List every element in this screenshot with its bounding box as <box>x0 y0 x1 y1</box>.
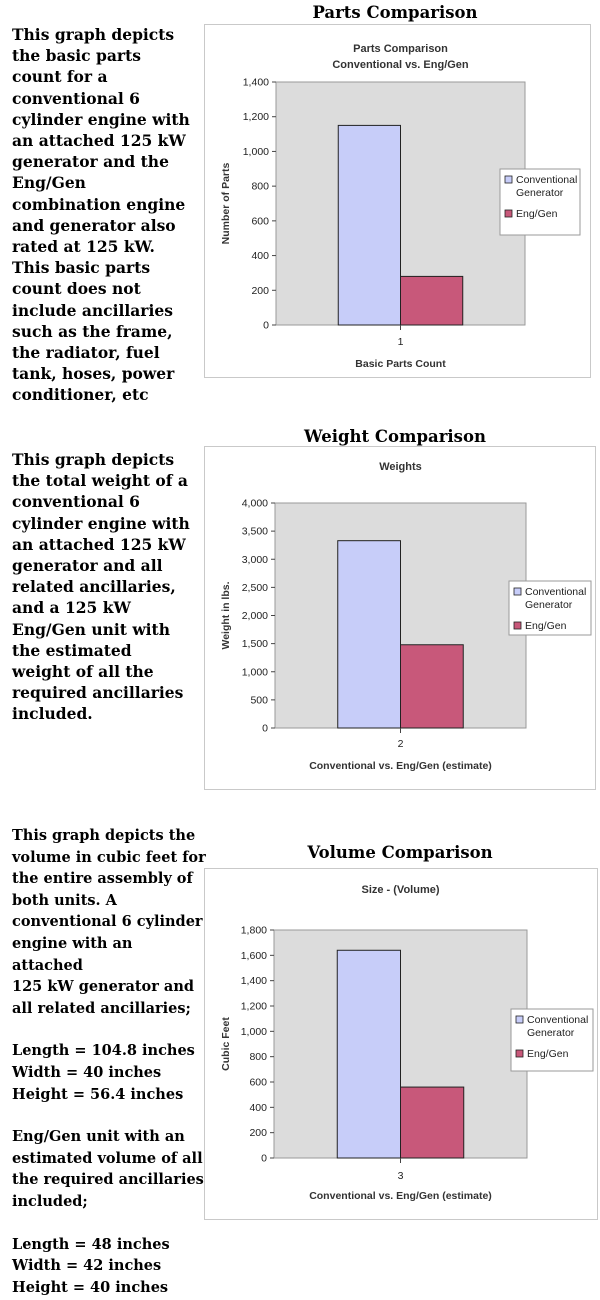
chart-weight-frame <box>204 446 596 790</box>
description-volume <box>12 825 207 1298</box>
y-tick-label: 0 <box>261 1152 267 1165</box>
legend-swatch <box>505 210 512 217</box>
x-axis-label: Conventional vs. Eng/Gen (estimate) <box>309 1190 492 1202</box>
description-paragraph: This graph depicts the volume in cubic feet for the entire assembly of both units. A conventional 6 cylinder engine with an attached 125 kW generator and all related ancillaries; <box>12 827 206 1017</box>
y-tick-label: 2,000 <box>241 610 268 622</box>
y-tick-label: 600 <box>249 1076 267 1089</box>
y-tick-label: 4,000 <box>241 497 268 510</box>
y-axis-label: Number of Parts <box>220 162 232 245</box>
y-tick-label: 1,500 <box>241 638 268 651</box>
y-tick-label: 0 <box>263 319 269 332</box>
y-tick-label: 200 <box>251 284 269 297</box>
legend-swatch <box>514 622 521 629</box>
y-tick-label: 2,500 <box>241 581 268 594</box>
chart-parts-frame <box>204 24 591 378</box>
bar <box>401 276 463 325</box>
x-tick-label: 1 <box>397 336 404 348</box>
description-weight <box>12 449 207 725</box>
y-tick-label: 1,800 <box>240 924 267 937</box>
chart-subtitle: Conventional vs. Eng/Gen <box>332 59 469 71</box>
y-tick-label: 800 <box>249 1051 267 1064</box>
x-tick-label: 2 <box>397 738 404 750</box>
y-tick-label: 1,000 <box>240 1025 267 1038</box>
y-tick-label: 1,400 <box>242 76 269 89</box>
chart-title: Parts Comparison <box>353 43 448 55</box>
chart-parts <box>205 25 590 377</box>
chart-title: Weights <box>379 461 422 473</box>
legend-label: Eng/Gen <box>527 1048 569 1060</box>
y-tick-label: 800 <box>251 180 269 193</box>
y-tick-label: 0 <box>262 722 268 735</box>
legend-label: Eng/Gen <box>525 620 567 632</box>
y-tick-label: 1,000 <box>241 666 268 679</box>
y-tick-label: 3,500 <box>241 525 268 538</box>
dimensions-enggen: Length = 48 inches Width = 42 inches Height = 40 inches <box>12 1235 170 1296</box>
x-tick-label: 3 <box>397 1170 404 1182</box>
chart-title: Size - (Volume) <box>361 884 440 896</box>
y-tick-label: 200 <box>249 1127 267 1140</box>
y-tick-label: 400 <box>249 1101 267 1114</box>
section-title-weight: Weight Comparison <box>304 427 486 446</box>
y-tick-label: 1,000 <box>242 145 269 158</box>
dimensions-conventional: Length = 104.8 inches Width = 40 inches Height = 56.4 inches <box>12 1042 195 1103</box>
chart-volume <box>205 869 597 1219</box>
y-tick-label: 1,200 <box>242 111 269 124</box>
bar <box>401 645 464 728</box>
description-paragraph: This basic parts count does not include ancillaries such as the frame, the radiator, fuel tank, hoses, power conditioner, etc <box>12 258 175 405</box>
chart-weight <box>205 447 595 789</box>
legend-label: Eng/Gen <box>516 208 558 220</box>
y-tick-label: 1,600 <box>240 949 267 962</box>
legend-swatch <box>505 176 512 183</box>
legend-swatch <box>516 1050 523 1057</box>
description-parts <box>12 24 202 406</box>
legend-label: Conventional Generator <box>525 586 587 611</box>
y-tick-label: 1,400 <box>240 975 267 988</box>
description-paragraph: This graph depicts the basic parts count for a conventional 6 cylinder engine with an attached 125 kW generator and the Eng/Gen combination engine and generator also rated at 125 kW. <box>12 25 190 257</box>
x-axis-label: Conventional vs. Eng/Gen (estimate) <box>309 760 492 772</box>
y-tick-label: 1,200 <box>240 1000 267 1013</box>
y-axis-label: Cubic Feet <box>220 1017 232 1071</box>
bar <box>401 1087 464 1158</box>
section-title-parts: Parts Comparison <box>312 3 478 22</box>
bar <box>337 950 400 1158</box>
bar <box>338 541 401 728</box>
x-axis-label: Basic Parts Count <box>355 358 446 370</box>
legend-swatch <box>516 1016 523 1023</box>
y-tick-label: 500 <box>250 694 268 707</box>
legend-swatch <box>514 588 521 595</box>
description-paragraph: This graph depicts the total weight of a conventional 6 cylinder engine with an attached 125 kW generator and all related ancillaries, and a 125 kW Eng/Gen unit with the estimated weight of all the required ancillaries included. <box>12 450 190 724</box>
section-title-volume: Volume Comparison <box>307 843 493 862</box>
chart-volume-frame <box>204 868 598 1220</box>
bar <box>338 125 400 325</box>
description-paragraph: Eng/Gen unit with an estimated volume of all the required ancillaries included; <box>12 1128 204 1210</box>
y-axis-label: Weight in lbs. <box>220 581 232 650</box>
legend-label: Conventional Generator <box>516 174 578 199</box>
y-tick-label: 600 <box>251 215 269 228</box>
y-tick-label: 3,000 <box>241 553 268 566</box>
y-tick-label: 400 <box>251 250 269 263</box>
legend-label: Conventional Generator <box>527 1014 589 1039</box>
